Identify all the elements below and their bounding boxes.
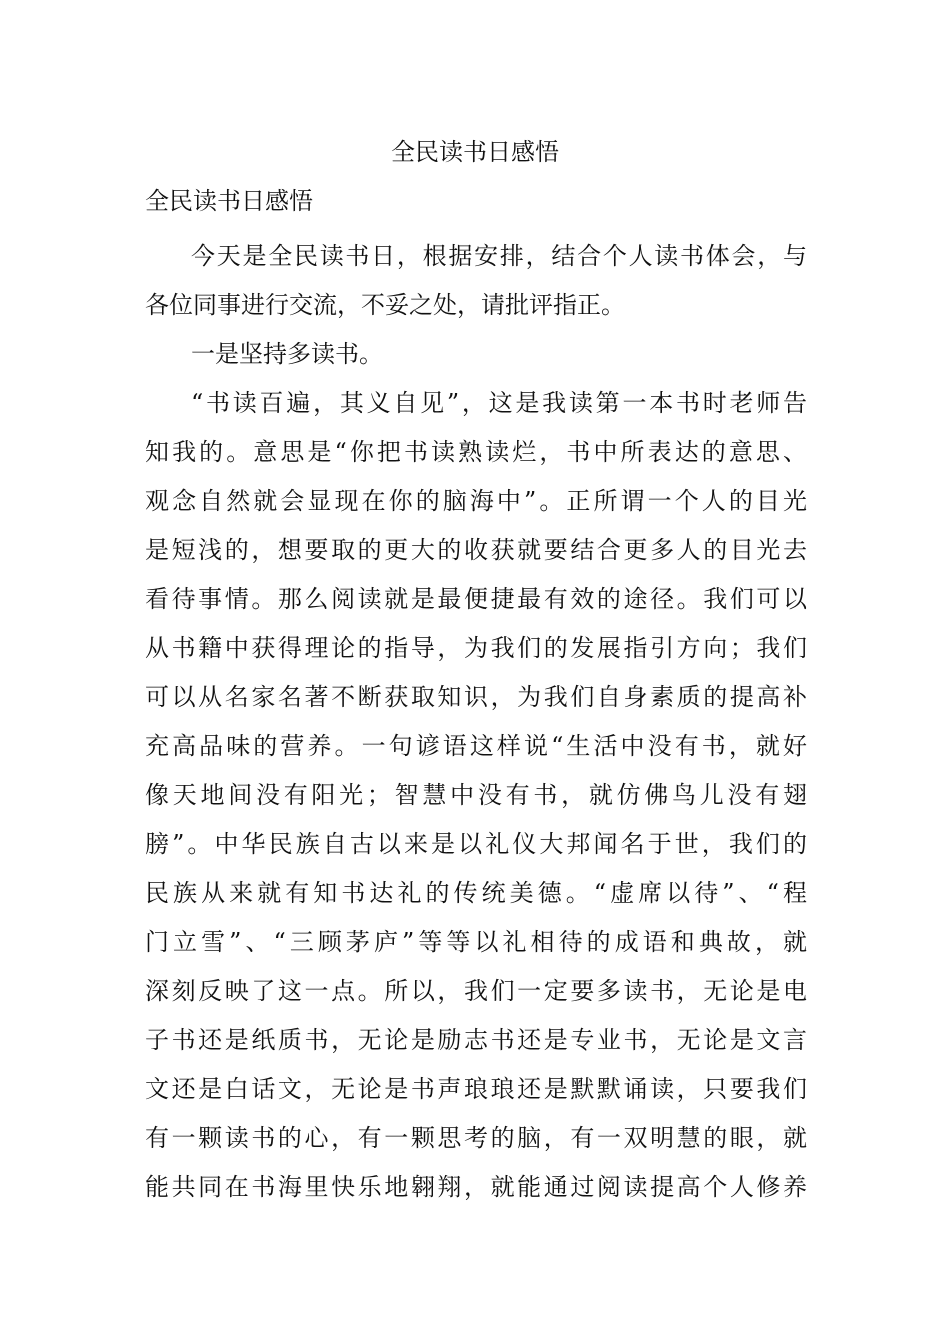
text-line: 看待事情。那么阅读就是最便捷最有效的途径。我们可以: [145, 585, 807, 613]
text-line: 各位同事进行交流，不妥之处，请批评指正。: [145, 291, 625, 319]
text-line: 是短浅的，想要取的更大的收获就要结合更多人的目光去: [145, 536, 807, 564]
text-line: “书读百遍，其义自见”，这是我读第一本书时老师告: [191, 389, 807, 417]
document-title: 全民读书日感悟: [391, 138, 559, 166]
text-line: 一是坚持多读书。: [191, 340, 383, 368]
text-line: 深刻反映了这一点。所以，我们一定要多读书，无论是电: [145, 977, 807, 1005]
text-line: 观念自然就会显现在你的脑海中”。正所谓一个人的目光: [145, 487, 807, 515]
text-line: 从书籍中获得理论的指导，为我们的发展指引方向；我们: [145, 634, 807, 662]
text-line: 文还是白话文，无论是书声琅琅还是默默诵读，只要我们: [145, 1075, 807, 1103]
text-line: 能共同在书海里快乐地翱翔，就能通过阅读提高个人修养: [145, 1173, 807, 1201]
text-line: 膀”。中华民族自古以来是以礼仪大邦闻名于世，我们的: [145, 830, 807, 858]
text-line: 民族从来就有知书达礼的传统美德。“虚席以待”、“程: [145, 879, 807, 907]
text-line: 知我的。意思是“你把书读熟读烂，书中所表达的意思、: [145, 438, 807, 466]
document-body: [145, 232, 807, 1212]
text-line: 子书还是纸质书，无论是励志书还是专业书，无论是文言: [145, 1026, 807, 1054]
text-line: 今天是全民读书日，根据安排，结合个人读书体会，与: [191, 242, 807, 270]
text-line: 可以从名家名著不断获取知识，为我们自身素质的提高补: [145, 683, 807, 711]
document-subtitle: 全民读书日感悟: [145, 187, 313, 215]
text-line: 像天地间没有阳光；智慧中没有书，就仿佛鸟儿没有翅: [145, 781, 807, 809]
text-line: 有一颗读书的心，有一颗思考的脑，有一双明慧的眼，就: [145, 1124, 807, 1152]
text-line: 门立雪”、“三顾茅庐”等等以礼相待的成语和典故，就: [145, 928, 807, 956]
text-line: 充高品味的营养。一句谚语这样说“生活中没有书，就好: [145, 732, 807, 760]
